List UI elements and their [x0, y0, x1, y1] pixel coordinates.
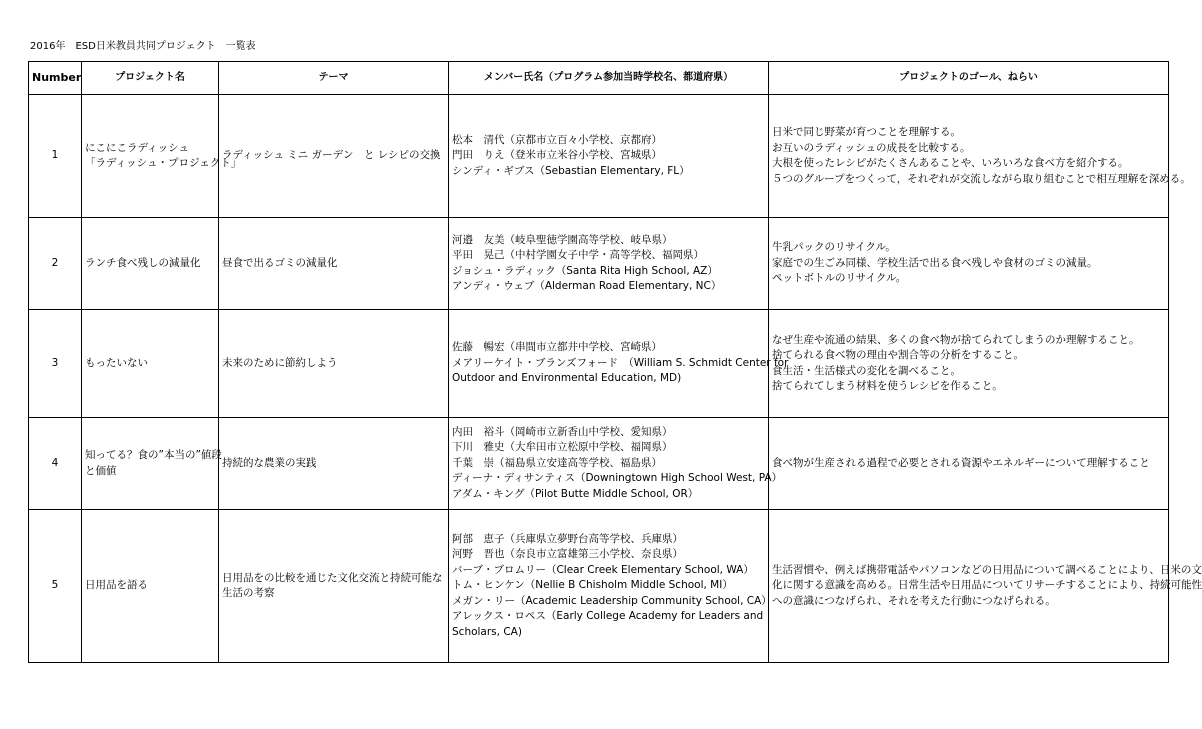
- header-goals: プロジェクトのゴール、ねらい: [769, 62, 1169, 95]
- goals-cell: [769, 218, 1169, 310]
- row-number: 4: [29, 418, 82, 510]
- goal-line: ５つのグループをつくって，それぞれが交流しながら取り組むことで相互理解を深める。: [772, 172, 1191, 185]
- theme-line: 未来のために節約しよう: [222, 356, 338, 369]
- table-row: [29, 310, 1169, 418]
- member-line: 阿部 恵子（兵庫県立夢野台高等学校、兵庫県）: [452, 532, 683, 545]
- member-line: アンディ・ウェブ（Alderman Road Elementary, NC）: [452, 280, 722, 292]
- project-name-cell: [82, 510, 219, 663]
- goals-cell: [769, 418, 1169, 510]
- member-line: 松本 清代（京都市立百々小学校、京都府）: [452, 133, 662, 146]
- header-members: メンバー氏名（プログラム参加当時学校名、都道府県）: [449, 62, 769, 95]
- member-line: アダム・キング（Pilot Butte Middle School, OR）: [452, 487, 699, 500]
- member-line: 千葉 崇（福島県立安達高等学校、福島県）: [452, 456, 662, 469]
- header-project-name: プロジェクト名: [82, 62, 219, 95]
- theme-line: ラディッシュ ミニ ガーデン と レシピの交換: [222, 149, 441, 162]
- goal-line: 捨てられてしまう材料を使うレシピを作ること。: [772, 380, 1003, 392]
- project-name-line: 「ラディッシュ・プロジェクト」: [85, 157, 242, 169]
- goal-line: 化に関する意識を高める。日常生活や日用品についてリサーチすることにより、持続可能性: [772, 579, 1202, 592]
- goal-line: 食生活・生活様式の変化を調べること。: [772, 364, 961, 377]
- project-name-line: もったいない: [85, 356, 148, 369]
- header-row: [29, 62, 1169, 95]
- member-line: メアリーケイト・ブランズフォード （William S. Schmidt Center for: [452, 356, 789, 369]
- goal-line: 日米で同じ野菜が育つことを理解する。: [772, 126, 961, 138]
- member-line: 門田 りえ（登米市立米谷小学校、宮城県）: [452, 149, 662, 162]
- project-name-cell: [82, 418, 222, 510]
- member-line: Scholars, CA): [452, 625, 522, 638]
- member-line: Outdoor and Environmental Education, MD): [452, 372, 682, 385]
- member-line: 河野 晋也（奈良市立富雄第三小学校、奈良県）: [452, 548, 683, 561]
- member-line: 内田 裕斗（岡崎市立新香山中学校、愛知県）: [452, 425, 673, 438]
- member-line: 佐藤 暢宏（串間市立都井中学校、宮崎県）: [452, 341, 662, 354]
- theme-line: 持続的な農業の実践: [222, 456, 317, 469]
- goal-line: 家庭での生ごみ同様、学校生活で出る食べ残しや食材のゴミの減量。: [772, 256, 1098, 269]
- theme-cell: [219, 418, 449, 510]
- project-name-line: 日用品を語る: [85, 579, 148, 592]
- theme-line: 昼食で出るゴミの減量化: [222, 256, 338, 269]
- project-name-line: 知ってる？食の”本当の”値段: [85, 449, 222, 461]
- goals-cell: [769, 95, 1191, 218]
- theme-cell: [219, 95, 449, 218]
- header-theme: テーマ: [219, 62, 449, 95]
- table-row: [29, 510, 1169, 663]
- member-line: アレックス・ロペス（Early College Academy for Leaders and: [452, 610, 764, 623]
- row-number: 5: [29, 510, 82, 663]
- table-row: [29, 218, 1169, 310]
- goal-line: ペットボトルのリサイクル。: [772, 272, 907, 285]
- member-line: ディーナ・ディサンティス（Downingtown High School West, PA）: [452, 472, 783, 485]
- theme-cell: [219, 310, 449, 418]
- member-line: メガン・リー（Academic Leadership Community School, CA）: [452, 594, 772, 607]
- goal-line: への意識につなげられ、それを考えた行動につなげられる。: [772, 594, 1056, 607]
- members-cell: [449, 310, 789, 418]
- goal-line: 牛乳パックのリサイクル。: [772, 241, 896, 254]
- members-cell: [449, 510, 772, 663]
- goal-line: お互いのラディッシュの成長を比較する。: [772, 141, 971, 154]
- project-name-cell: [82, 310, 219, 418]
- project-name-line: にこにこラディッシュ: [85, 141, 189, 154]
- table-row: [29, 95, 1169, 218]
- member-line: 河邉 友美（岐阜聖徳学園高等学校、岐阜県）: [452, 233, 673, 246]
- member-line: 下川 雅史（大牟田市立松原中学校、福岡県）: [452, 441, 673, 454]
- table-row: [29, 418, 1169, 510]
- members-cell: [449, 218, 769, 310]
- project-name-cell: [82, 95, 242, 218]
- document-title: 2016年 ESD日米教員共同プロジェクト 一覧表: [30, 41, 256, 52]
- goal-line: 大根を使ったレシピがたくさんあることや、いろいろな食べ方を紹介する。: [772, 157, 1129, 169]
- row-number: 3: [29, 310, 82, 418]
- row-number: 1: [29, 95, 82, 218]
- project-name-cell: [82, 218, 219, 310]
- members-cell: [449, 418, 783, 510]
- goal-line: なぜ生産や流通の結果、多くの食べ物が捨てられてしまうのか理解すること。: [772, 333, 1140, 346]
- goals-cell: [769, 310, 1169, 418]
- goals-cell: [769, 510, 1202, 663]
- theme-line: 日用品をの比較を通じた文化交流と持続可能な生活の考察: [222, 571, 443, 599]
- project-table: [28, 61, 1202, 663]
- theme-cell: [219, 510, 449, 663]
- goal-line: 食べ物が生産される過程で必要とされる資源やエネルギーについて理解すること: [772, 456, 1150, 469]
- goal-line: 捨てられる食べ物の理由や割合等の分析をすること。: [772, 349, 1024, 361]
- member-line: ジョシュ・ラディック（Santa Rita High School, AZ）: [452, 264, 718, 277]
- members-cell: [449, 95, 769, 218]
- member-line: 平田 晃己（中村学園女子中学・高等学校、福岡県）: [452, 249, 704, 261]
- project-name-line: と価値: [85, 464, 117, 477]
- member-line: バーブ・ブロムリー（Clear Creek Elementary School, WA）: [452, 563, 754, 576]
- member-line: シンディ・ギブス（Sebastian Elementary, FL）: [452, 164, 690, 177]
- member-line: トム・ヒンケン（Nellie B Chisholm Middle School, MI）: [452, 579, 733, 592]
- theme-cell: [219, 218, 449, 310]
- goal-line: 生活習慣や、例えば携帯電話やパソコンなどの日用品について調べることにより、日米の文: [772, 563, 1202, 576]
- project-name-line: ランチ食べ残しの減量化: [85, 256, 201, 269]
- header-number: Number: [29, 62, 82, 95]
- row-number: 2: [29, 218, 82, 310]
